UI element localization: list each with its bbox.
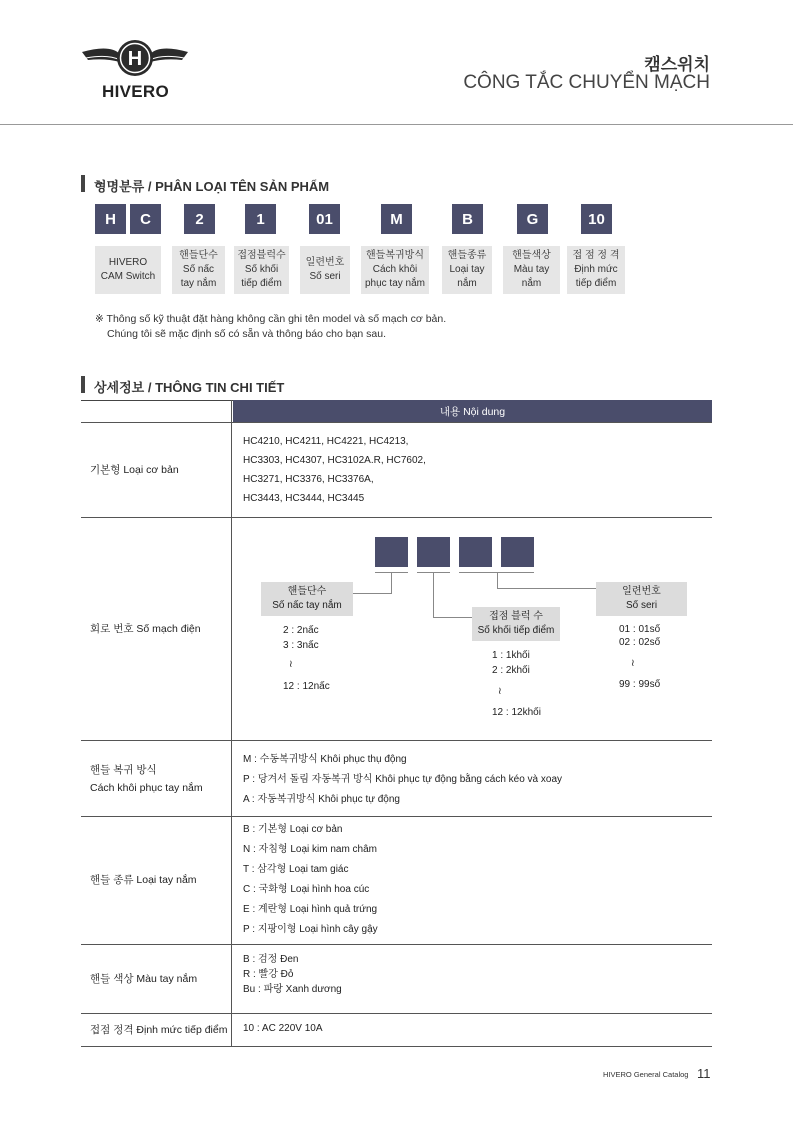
handle-color-option: Bu : 파랑 Xanh dương <box>243 984 342 995</box>
block-value: 2 : 2khối <box>492 665 530 676</box>
connector-line <box>391 572 392 593</box>
table-row-divider <box>81 517 712 518</box>
circuit-code-box <box>459 537 492 567</box>
code-box: 01 <box>309 204 340 234</box>
header-divider <box>0 124 793 125</box>
rating-value: 10 : AC 220V 10A <box>243 1023 323 1034</box>
return-option: A : 자동복귀방식 Khôi phục tự động <box>243 794 400 805</box>
table-row-divider <box>81 816 712 817</box>
circuit-code-box <box>375 537 408 567</box>
circuit-code-box <box>501 537 534 567</box>
model-list-line: HC3271, HC3376, HC3376A, <box>243 474 374 485</box>
page-title: CÔNG TẮC CHUYỂN MẠCH <box>463 72 710 93</box>
table-header: 내용 Nội dung <box>233 400 712 422</box>
code-box: 2 <box>184 204 215 234</box>
handle-value: ≀ <box>289 659 293 670</box>
handle-type-option: E : 계란형 Loại hình quả trứng <box>243 904 378 915</box>
return-options-list <box>243 750 703 810</box>
logo <box>80 38 190 100</box>
section-marker <box>81 175 85 192</box>
block-value: 12 : 12khối <box>492 707 541 718</box>
contact-blocks-label: 접점 블럭 수 Số khối tiếp điểm <box>472 607 560 641</box>
code-label: 접 점 정 격 Định mức tiếp điểm <box>567 246 625 294</box>
code-box: B <box>452 204 483 234</box>
serial-number-label: 일련번호 Số seri <box>596 582 687 616</box>
code-label: 핸들종류 Loại tay nắm <box>442 246 492 294</box>
row-label-type: 핸들 종류 Loại tay nắm <box>90 874 197 886</box>
row-label-color: 핸들 색상 Màu tay nắm <box>90 973 198 985</box>
row-label-circuit: 회로 번호 Số mạch điện <box>90 623 201 635</box>
handle-value: 12 : 12nấc <box>283 681 330 692</box>
serial-value: 02 : 02số <box>619 637 661 648</box>
table-row-divider <box>81 944 712 945</box>
handle-type-option: B : 기본형 Loại cơ bản <box>243 824 343 835</box>
code-label: 접점블럭수 Số khối tiếp điểm <box>234 246 289 294</box>
handle-value: 3 : 3nấc <box>283 640 319 651</box>
code-box: H <box>95 204 126 234</box>
section-marker <box>81 376 85 393</box>
return-option: P : 당겨서 돌림 자동복귀 방식 Khôi phục tự động bằng cách kéo và xoay <box>243 774 563 785</box>
code-box: M <box>381 204 412 234</box>
handle-type-list <box>243 820 703 940</box>
logo-emblem-icon <box>80 38 190 82</box>
model-list-line: HC4210, HC4211, HC4221, HC4213, <box>243 436 409 447</box>
row-label-basic: 기본형 Loại cơ bản <box>90 464 179 476</box>
section-title-classification: 형명분류 / PHÂN LOẠI TÊN SẢN PHẨM <box>94 179 330 194</box>
note-line: ※ Thông số kỹ thuật đặt hàng không cần ghi tên model và số mạch cơ bản. <box>95 313 447 325</box>
logo-letter: H <box>127 48 143 70</box>
connector-line <box>497 572 498 589</box>
code-label: 일련번호 Số seri <box>300 246 350 294</box>
serial-value: ≀ <box>631 658 635 669</box>
footer-catalog: HIVERO General Catalog <box>603 1070 689 1079</box>
table-row-divider <box>81 422 712 423</box>
table-bottom-rule <box>81 1046 712 1047</box>
code-label: 핸들복귀방식 Cách khôi phục tay nắm <box>361 246 429 294</box>
connector-line <box>433 617 472 618</box>
handle-type-option: C : 국화형 Loại hình hoa cúc <box>243 884 370 895</box>
page-title-korean: 캠스위치 <box>644 55 710 74</box>
handle-color-list <box>243 952 703 997</box>
code-box: G <box>517 204 548 234</box>
table-column-divider <box>231 400 232 1046</box>
section-title-details: 상세정보 / THÔNG TIN CHI TIẾT <box>94 380 285 395</box>
page-number: 11 <box>697 1066 711 1081</box>
code-label: HIVERO CAM Switch <box>95 246 161 294</box>
row-label-rating: 접점 정격 Định mức tiếp điểm <box>90 1024 228 1036</box>
model-list-line: HC3303, HC4307, HC3102A.R, HC7602, <box>243 455 426 466</box>
handle-value: 2 : 2nấc <box>283 625 319 636</box>
handle-color-option: B : 검정 Đen <box>243 954 299 965</box>
note-line: Chúng tôi sẽ mặc định số có sẵn và thông báo cho bạn sau. <box>107 328 387 340</box>
block-value: 1 : 1khối <box>492 650 530 661</box>
circuit-code-box <box>417 537 450 567</box>
connector-line <box>497 588 596 589</box>
serial-value: 01 : 01số <box>619 624 661 635</box>
handle-type-option: T : 삼각형 Loại tam giác <box>243 864 349 875</box>
code-label: 핸들색상 Màu tay nắm <box>503 246 560 294</box>
code-box: C <box>130 204 161 234</box>
model-list-line: HC3443, HC3444, HC3445 <box>243 493 365 504</box>
handle-steps-label: 핸들단수 Số nấc tay nắm <box>261 582 353 616</box>
code-box: 10 <box>581 204 612 234</box>
connector-line <box>433 572 434 618</box>
connector-line <box>353 593 392 594</box>
logo-text: HIVERO <box>102 82 169 101</box>
block-value: ≀ <box>498 686 502 697</box>
row-label-return: 핸들 복귀 방식 Cách khôi phục tay nắm <box>90 764 203 794</box>
return-option: M : 수동복귀방식 Khôi phục thụ động <box>243 754 407 765</box>
code-label: 핸들단수 Số nấc tay nắm <box>172 246 225 294</box>
table-row-divider <box>81 1013 712 1014</box>
table-row-divider <box>81 740 712 741</box>
serial-value: 99 : 99số <box>619 679 661 690</box>
handle-type-option: N : 자침형 Loại kim nam châm <box>243 844 378 855</box>
handle-color-option: R : 빨강 Đỏ <box>243 969 294 980</box>
handle-type-option: P : 지팡이형 Loại hình cây gậy <box>243 924 378 935</box>
basic-models-list <box>243 432 703 508</box>
code-box: 1 <box>245 204 276 234</box>
